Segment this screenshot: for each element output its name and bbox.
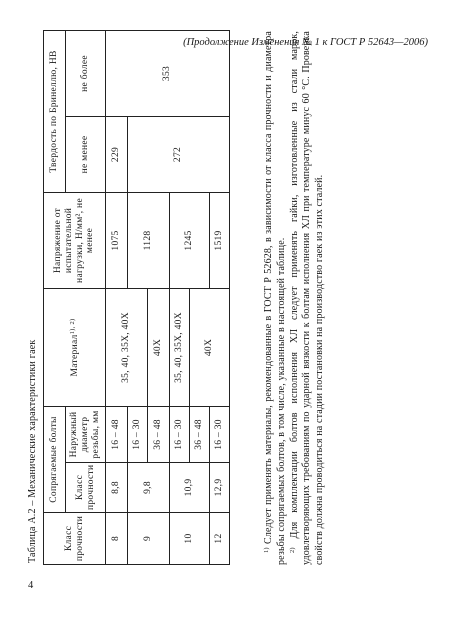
- class-cell: 9: [128, 513, 170, 565]
- class-cell: 10: [170, 513, 210, 565]
- footnote-1: $^{1)}$ Следует применять материалы, рекомендованные в ГОСТ Р 52628, в зависимости от класса прочности и диаметра резьбы сопрягаемых болтов, в том числе, указанные в настоящей таблице.: [263, 31, 287, 565]
- header-material: Материал$^{1), 2)}$: [44, 288, 106, 406]
- header-mating-bolts: Сопрягаемые болты: [44, 406, 66, 512]
- footnote-2: $^{2)}$ Для комплектации болтов исполнения ХЛ следует применять гайки, изготовленные из стали марок, удовлетворяющих требованиям по ударной вязкости к болтам исполнения ХЛ при температуре минус 60 °С. Проверка свойств должна проводиться на стадии постановки на производство гаек из этих сталей.: [288, 31, 326, 565]
- stress-cell: 1075: [106, 192, 128, 288]
- header-hb-max: не более: [66, 30, 106, 116]
- material-cell: 40Х: [190, 288, 230, 406]
- hb-min-cell: 272: [128, 116, 230, 192]
- page-header: (Продолжение Изменения № 1 к ГОСТ Р 52643—2006): [183, 37, 428, 48]
- header-class: Класс прочности: [44, 513, 106, 565]
- bolt-class-cell: 12,9: [210, 463, 230, 513]
- stress-cell: 1245: [170, 192, 210, 288]
- stress-cell: 1519: [210, 192, 230, 288]
- diameter-cell: 16 – 30: [170, 406, 190, 462]
- hb-max-cell: 353: [106, 30, 230, 116]
- stress-cell: 1128: [128, 192, 170, 288]
- material-footnote-mark: 1), 2): [68, 318, 76, 335]
- diameter-cell: 36 – 48: [148, 406, 170, 462]
- table-caption: Таблица А.2 – Механические характеристики гаек: [27, 339, 38, 563]
- header-diameter: Наружный диаметр резьбы, мм: [66, 406, 106, 462]
- table-row: [106, 30, 128, 564]
- bolt-class-cell: 8,8: [106, 463, 128, 513]
- bolt-class-cell: 9,8: [128, 463, 170, 513]
- table-notes: [263, 31, 327, 565]
- bolt-class-cell: 10,9: [170, 463, 210, 513]
- class-cell: 12: [210, 513, 230, 565]
- diameter-cell: 16 – 48: [106, 406, 128, 462]
- header-bolt-class: Класс прочности: [66, 463, 106, 513]
- header-hb-min: не менее: [66, 116, 106, 192]
- diameter-cell: 16 – 30: [128, 406, 148, 462]
- diameter-cell: 36 – 48: [190, 406, 210, 462]
- hb-min-cell: 229: [106, 116, 128, 192]
- diameter-cell: 16 – 30: [210, 406, 230, 462]
- class-cell: 8: [106, 513, 128, 565]
- material-cell: 40Х: [148, 288, 170, 406]
- table-header-row: [44, 30, 66, 564]
- page-number: 4: [28, 580, 34, 591]
- header-stress: Напряжение от испытательной нагрузки, Н/мм², не менее: [44, 192, 106, 288]
- material-cell: 35, 40, 35Х, 40Х: [170, 288, 190, 406]
- characteristics-table: [43, 30, 230, 565]
- header-hardness: Твердость по Бринеллю, НВ: [44, 30, 66, 192]
- material-cell: 35, 40, 35Х, 40Х: [106, 288, 148, 406]
- rotated-table-block: [27, 25, 357, 565]
